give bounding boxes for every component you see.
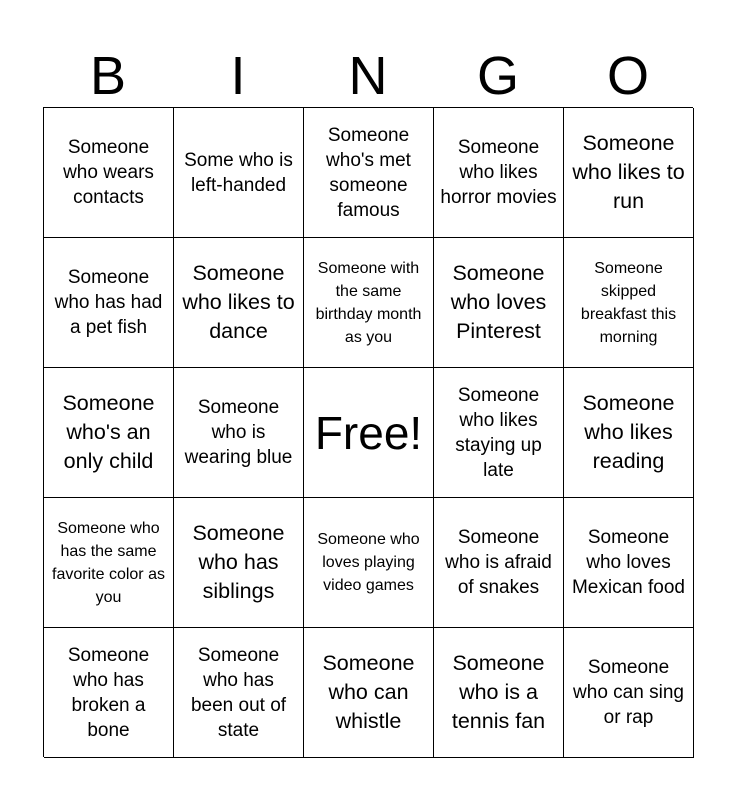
bingo-card-grid — [43, 107, 693, 757]
bingo-cell-r1-c3[interactable] — [304, 108, 434, 238]
bingo-cell-r3-c4[interactable] — [434, 368, 564, 498]
bingo-cell-text: Someone who loves Mexican food — [571, 527, 685, 598]
bingo-cell-text: Someone who has had a pet fish — [54, 267, 163, 338]
bingo-cell-r5-c3[interactable] — [304, 628, 434, 758]
bingo-cell-r2-c3[interactable] — [304, 238, 434, 368]
header-letter-b: B — [89, 46, 127, 106]
bingo-cell-text: Someone with the same birthday month as you — [315, 259, 422, 346]
bingo-cell-r4-c2[interactable] — [174, 498, 304, 628]
bingo-cell-text: Someone skipped breakfast this morning — [580, 259, 677, 346]
header-letter-g: G — [476, 46, 519, 106]
bingo-cell-text: Someone who likes horror movies — [440, 137, 557, 208]
bingo-cell-text: Someone who can sing or rap — [573, 657, 684, 728]
bingo-cell-text: Someone who has broken a bone — [67, 644, 150, 741]
bingo-cell-r5-c1[interactable] — [44, 628, 174, 758]
bingo-cell-r5-c5[interactable] — [564, 628, 694, 758]
bingo-cell-text: Someone who likes reading — [582, 391, 675, 473]
bingo-cell-text: Someone who has been out of state — [190, 644, 287, 741]
bingo-cell-free-space[interactable] — [304, 368, 434, 498]
bingo-cell-r2-c1[interactable] — [44, 238, 174, 368]
bingo-cell-r3-c1[interactable] — [44, 368, 174, 498]
bingo-cell-text: Someone who likes to dance — [182, 261, 295, 343]
bingo-cell-r4-c4[interactable] — [434, 498, 564, 628]
bingo-cell-r2-c4[interactable] — [434, 238, 564, 368]
bingo-cell-r5-c4[interactable] — [434, 628, 564, 758]
bingo-cell-r4-c5[interactable] — [564, 498, 694, 628]
bingo-cell-r4-c1[interactable] — [44, 498, 174, 628]
bingo-cell-text: Someone who has the same favorite color as you — [52, 519, 165, 606]
header-letter-o: O — [606, 46, 649, 106]
free-space-text: Free! — [314, 406, 423, 459]
bingo-cell-r1-c2[interactable] — [174, 108, 304, 238]
bingo-cell-r3-c2[interactable] — [174, 368, 304, 498]
bingo-cell-text: Someone who likes to run — [572, 131, 685, 213]
bingo-cell-r1-c1[interactable] — [44, 108, 174, 238]
bingo-cell-r4-c3[interactable] — [304, 498, 434, 628]
bingo-cell-text: Someone who's met someone famous — [326, 124, 411, 221]
bingo-cell-r1-c5[interactable] — [564, 108, 694, 238]
bingo-cell-text: Someone who loves Pinterest — [450, 261, 547, 343]
bingo-cell-r1-c4[interactable] — [434, 108, 564, 238]
bingo-cell-text: Someone who wears contacts — [63, 137, 154, 208]
bingo-cell-text: Someone who loves playing video games — [317, 531, 420, 594]
bingo-cell-text: Someone who is afraid of snakes — [445, 527, 552, 598]
bingo-cell-text: Someone who's an only child — [62, 391, 155, 473]
bingo-cell-text: Someone who is wearing blue — [184, 397, 293, 468]
bingo-cell-text: Someone who can whistle — [322, 651, 415, 733]
bingo-header — [43, 44, 693, 108]
header-letter-i: I — [230, 46, 246, 106]
bingo-cell-text: Some who is left-handed — [184, 149, 293, 196]
bingo-cell-r3-c5[interactable] — [564, 368, 694, 498]
bingo-cell-text: Someone who is a tennis fan — [451, 651, 546, 733]
bingo-cell-text: Someone who likes staying up late — [455, 384, 542, 481]
bingo-cell-r5-c2[interactable] — [174, 628, 304, 758]
bingo-cell-r2-c2[interactable] — [174, 238, 304, 368]
header-letter-n: N — [348, 46, 388, 106]
bingo-cell-r2-c5[interactable] — [564, 238, 694, 368]
bingo-cell-text: Someone who has siblings — [192, 521, 285, 603]
